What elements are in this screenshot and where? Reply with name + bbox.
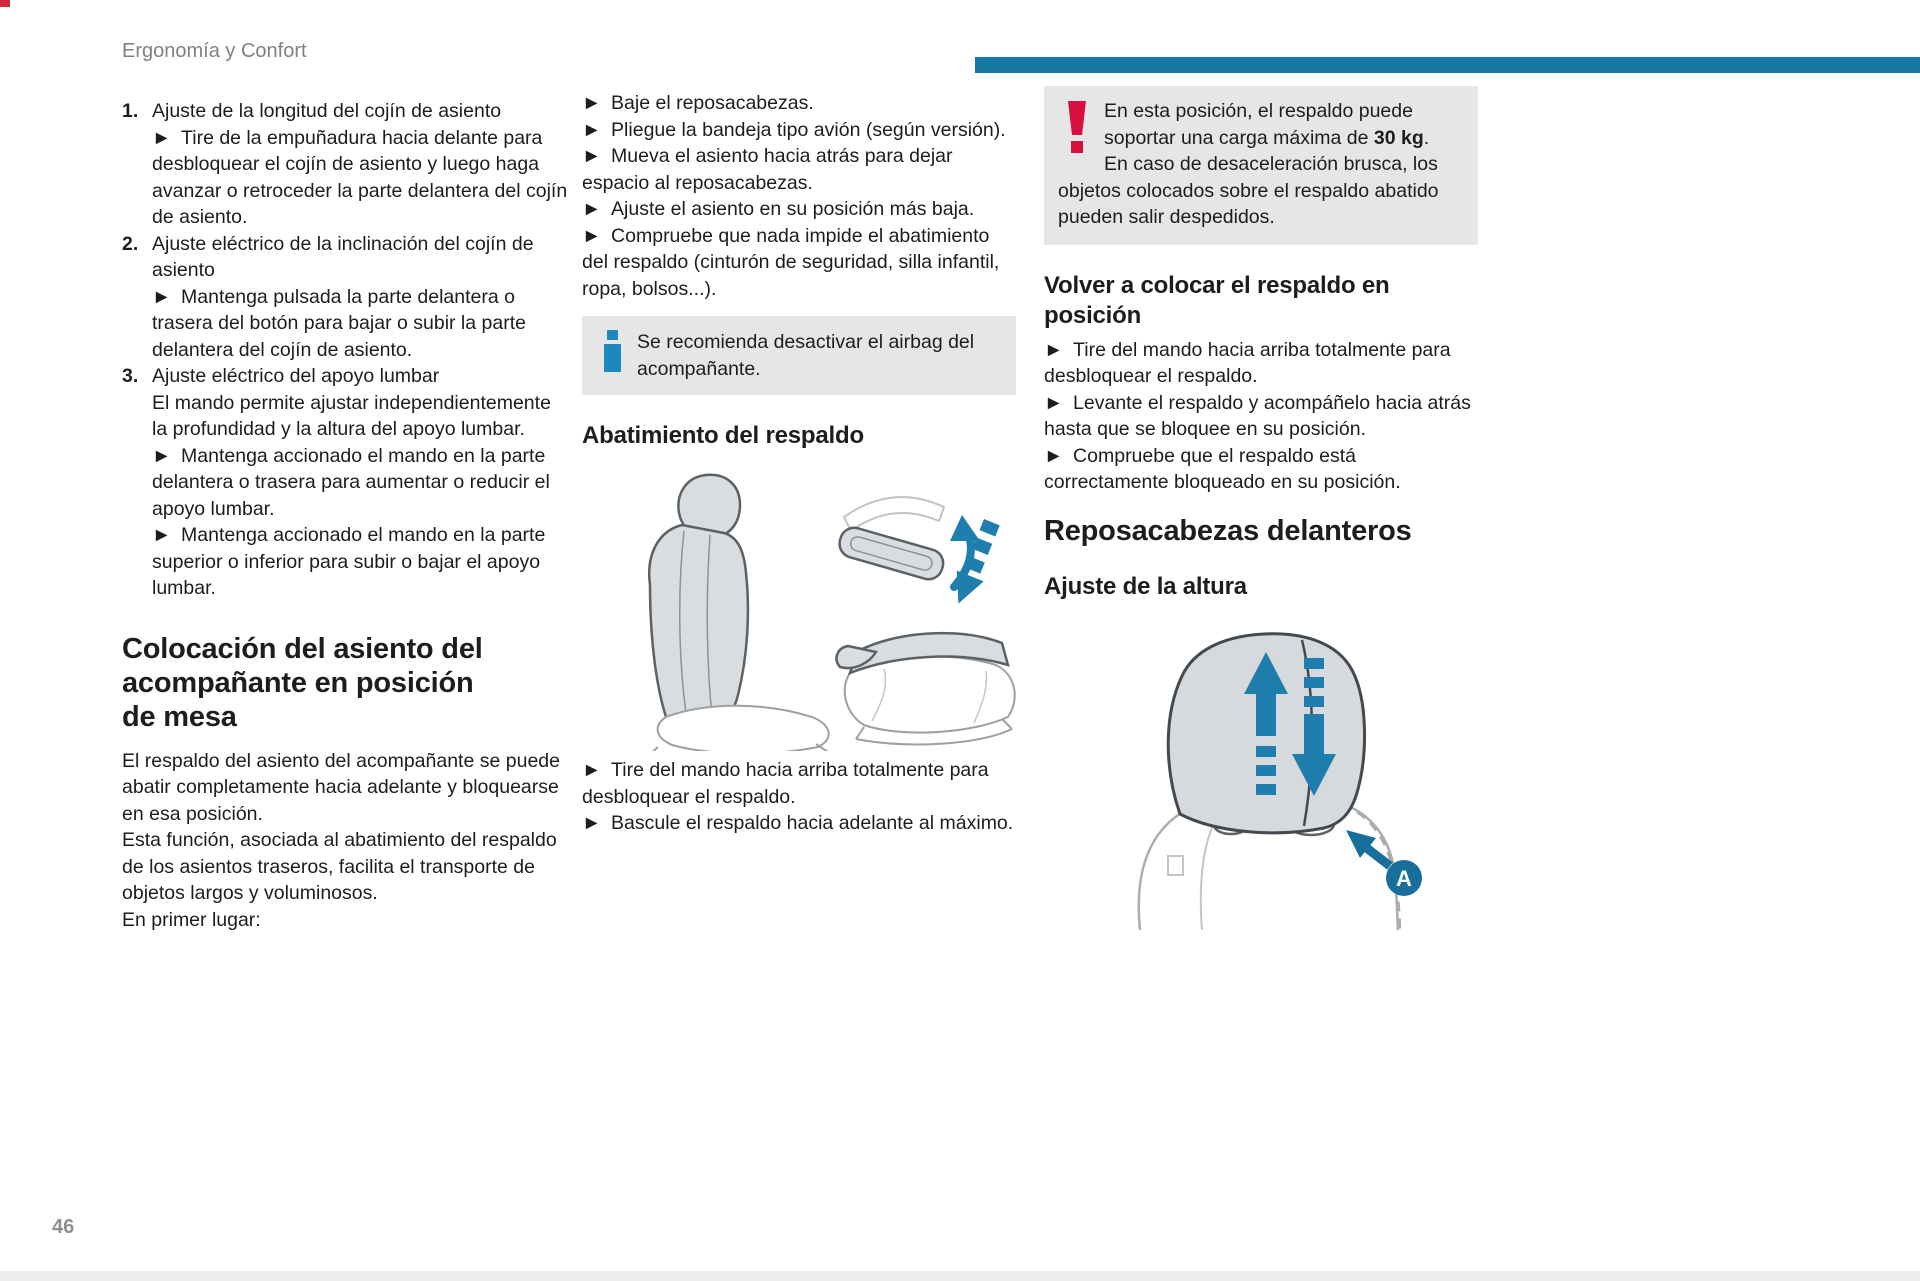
section-heading-backrest-folding: Abatimiento del respaldo (582, 422, 864, 449)
bullet-item: ► Bascule el respaldo hacia adelante al máximo. (582, 812, 1014, 834)
warning-box (1044, 86, 1478, 245)
rotate-arrow-head (950, 515, 980, 541)
tray-ghost-outline (844, 497, 944, 531)
seat-folding-illustration (588, 455, 1028, 751)
list-number: 2. (122, 232, 139, 255)
list-line: ► Mantenga pulsada la parte delantera o trasera del botón para bajar o subir la parte delantera del cojín de asiento. (152, 285, 526, 361)
bullet-item: ► Baje el reposacabezas. (582, 92, 814, 114)
headrest-adjust-illustration (1106, 618, 1436, 930)
list-item (122, 98, 568, 231)
paragraph: Esta función, asociada al abatimiento del respaldo de los asientos traseros, facilita el transporte de objetos largos y voluminosos. (122, 829, 557, 904)
bullet-item: ► Mueva el asiento hacia atrás para dejar espacio al reposacabezas. (582, 145, 953, 194)
seat-upright (648, 475, 829, 751)
heading-line: de mesa (122, 700, 237, 733)
list-item (122, 363, 568, 602)
warning-icon (1064, 101, 1090, 153)
info-icon (604, 329, 621, 382)
bullet-item: ► Tire del mando hacia arriba totalmente para desbloquear el respaldo. (582, 759, 989, 808)
list-line: ► Mantenga accionado el mando en la parte superior o inferior para subir o bajar el apoyo lumbar. (152, 524, 546, 599)
warning-text-lead (1058, 98, 1462, 151)
list-title: Ajuste eléctrico del apoyo lumbar (152, 365, 440, 387)
list-title: Ajuste de la longitud del cojín de asiento (152, 100, 502, 122)
warning-text: En esta posición, el respaldo puede soportar una carga máxima de (1104, 100, 1413, 149)
bullet-item: ► Pliegue la bandeja tipo avión (según versión). (582, 118, 1006, 141)
heading-line: posición (1044, 301, 1142, 329)
numbered-list (122, 98, 568, 602)
bullet-item: ► Compruebe que nada impide el abatimiento del respaldo (cinturón de seguridad, silla infantil, ropa, bolsos...). (582, 224, 1000, 300)
warning-text-rest: En caso de desaceleración brusca, los objetos colocados sobre el respaldo abatido pueden salir despedidos. (1058, 153, 1439, 228)
warning-max-load: 30 kg (1373, 126, 1424, 149)
paragraph: El respaldo del asiento del acompañante se puede abatir completamente hacia adelante y bloquearse en esa posición. (122, 749, 560, 825)
list-line: ► Tire de la empuñadura hacia delante para desbloquear el cojín de asiento y luego haga avanzar o retroceder la parte delantera del cojín de asiento. (152, 126, 568, 228)
badge-a-label: A (1396, 865, 1412, 891)
column-3 (1044, 86, 1478, 930)
list-number: 3. (122, 365, 139, 387)
page-bottom-strip (0, 1271, 1920, 1281)
column-2 (582, 90, 1016, 837)
list-body (152, 363, 568, 602)
paragraph: En primer lugar: (122, 908, 261, 931)
bullets-bottom (582, 757, 1016, 837)
list-body (152, 231, 568, 364)
heading-line: acompañante en posición (122, 666, 474, 699)
subsection-heading-height: Ajuste de la altura (1044, 572, 1247, 600)
seat-folded (837, 633, 1015, 744)
section-heading-table-position (122, 632, 568, 734)
list-line: El mando permite ajustar independientemente la profundidad y la altura del apoyo lumbar. (152, 391, 551, 440)
info-text: Se recomienda desactivar el airbag del acompañante. (637, 331, 975, 380)
tray-piece (836, 524, 946, 582)
chapter-title: Ergonomía y Confort (122, 40, 307, 62)
list-title: Ajuste eléctrico de la inclinación del cojín de asiento (152, 232, 534, 281)
bullet-item: ► Tire del mando hacia arriba totalmente para desbloquear el respaldo. (1044, 338, 1451, 387)
heading-line: Volver a colocar el respaldo en (1044, 271, 1390, 299)
page-number: 46 (52, 1216, 75, 1238)
list-number: 1. (122, 100, 139, 122)
bullet-item: ► Compruebe que el respaldo está correctamente bloqueado en su posición. (1044, 444, 1401, 493)
list-item (122, 231, 568, 364)
heading-line: Colocación del asiento del (122, 632, 483, 665)
list-body (152, 98, 568, 231)
section-heading-reposition (1044, 271, 1478, 331)
list-line: ► Mantenga accionado el mando en la parte delantera o trasera para aumentar o reducir el apoyo lumbar. (152, 444, 550, 520)
warning-text-period: . (1423, 126, 1430, 149)
push-down-arrow (945, 517, 1005, 609)
bullet-item: ► Ajuste el asiento en su posición más baja. (582, 198, 975, 220)
bullet-item: ► Levante el respaldo y acompáñelo hacia atrás hasta que se bloquee en su posición. (1044, 391, 1471, 440)
info-box (582, 316, 1016, 395)
header-accent-bar (975, 57, 1920, 73)
scan-corner-mark (0, 0, 10, 7)
section-heading-headrests: Reposacabezas delanteros (1044, 514, 1412, 547)
column-1 (122, 98, 568, 933)
